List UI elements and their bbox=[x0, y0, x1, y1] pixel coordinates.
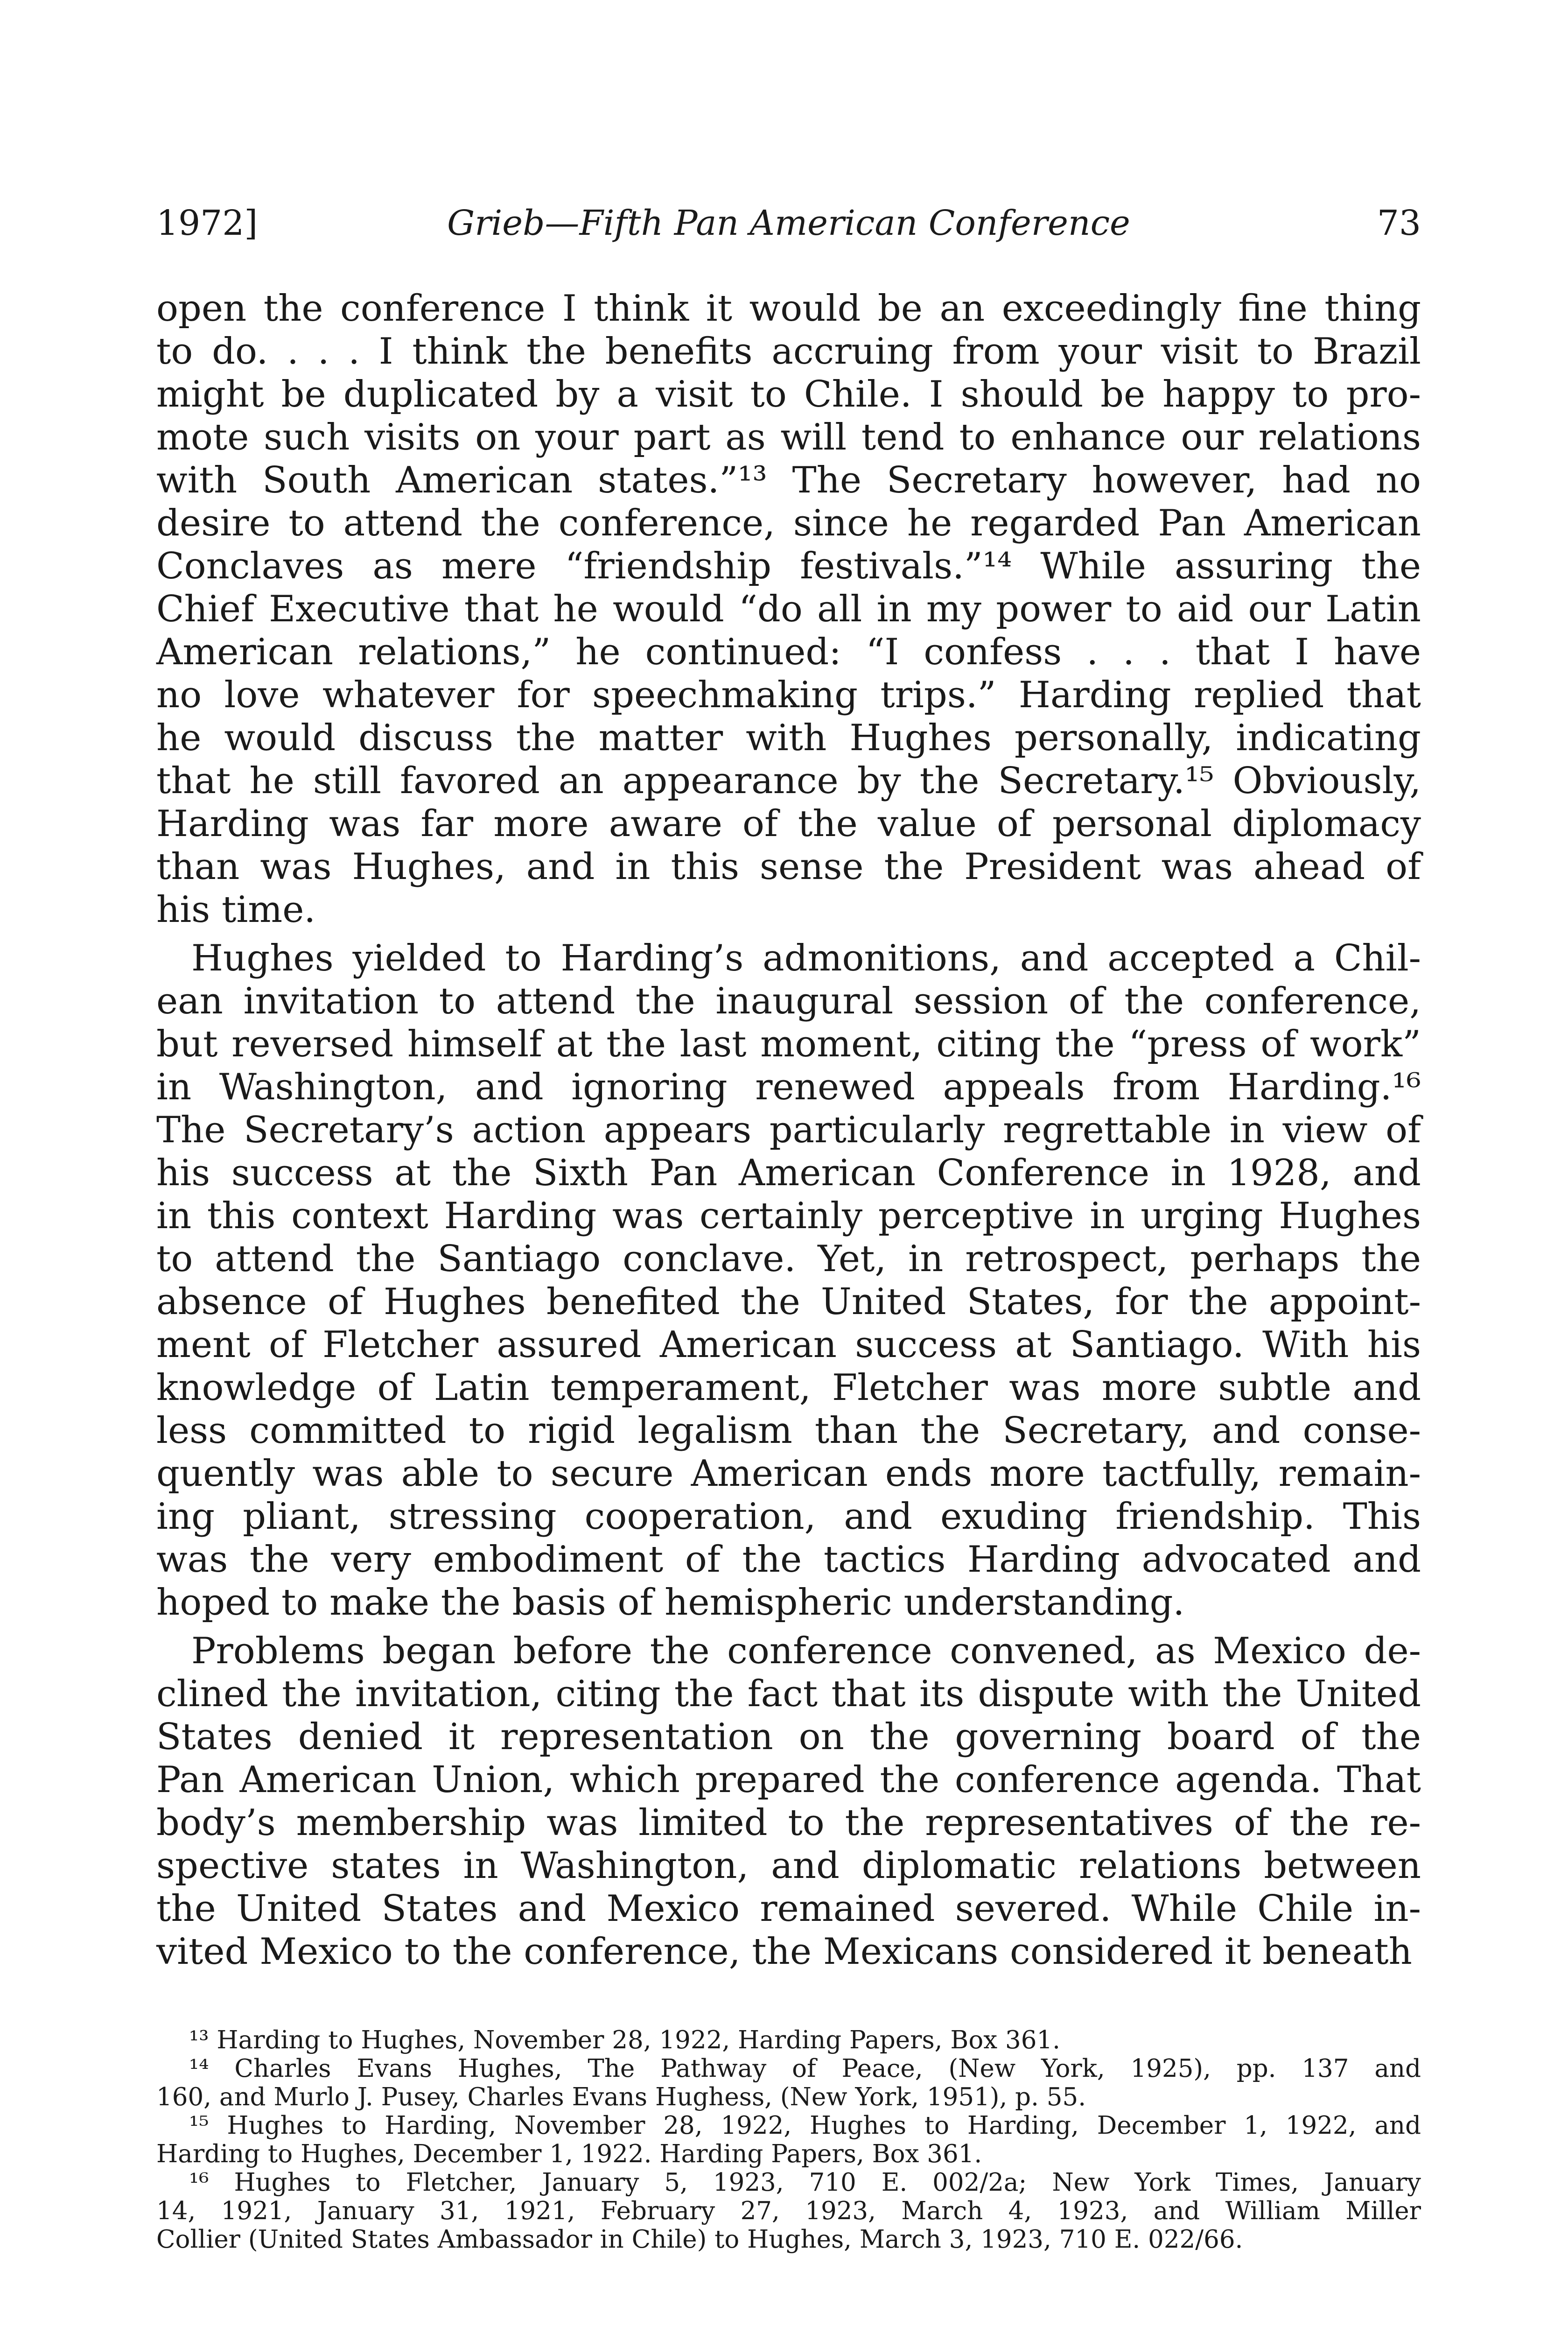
text-line: Pan American Union, which prepared the conference agenda. That bbox=[156, 1759, 1421, 1801]
text-line: open the conference I think it would be an exceedingly fine thing bbox=[156, 288, 1421, 330]
footnote bbox=[156, 2026, 1421, 2054]
text-line: than was Hughes, and in this sense the President was ahead of bbox=[156, 846, 1421, 888]
footnote bbox=[156, 2168, 1421, 2254]
text-line: ment of Fletcher assured American success at Santiago. With his bbox=[156, 1324, 1421, 1366]
text-line: with South American states.”¹³ The Secretary however, had no bbox=[156, 459, 1421, 501]
text-line: spective states in Washington, and diplomatic relations between bbox=[156, 1845, 1421, 1887]
text-line: his time. bbox=[156, 889, 316, 931]
paragraph bbox=[156, 287, 1421, 931]
text-line: was the very embodiment of the tactics Harding advocated and bbox=[156, 1539, 1421, 1581]
footnote-line: 160, and Murlo J. Pusey, Charles Evans Hughess, (New York, 1951), p. 55. bbox=[156, 2083, 1086, 2111]
header-year: 1972] bbox=[156, 203, 258, 243]
text-line: knowledge of Latin temperament, Fletcher was more subtle and bbox=[156, 1367, 1421, 1409]
text-line: might be duplicated by a visit to Chile. I should be happy to pro- bbox=[156, 373, 1421, 415]
running-header bbox=[156, 195, 1421, 251]
text-line: American relations,” he continued: “I confess . . . that I have bbox=[156, 631, 1421, 673]
header-title: Grieb—Fifth Pan American Conference bbox=[447, 203, 1130, 243]
text-line: hoped to make the basis of hemispheric understanding. bbox=[156, 1582, 1185, 1624]
footnote bbox=[156, 2111, 1421, 2168]
paragraph bbox=[156, 1630, 1421, 1973]
paragraph bbox=[156, 937, 1421, 1624]
text-line: the United States and Mexico remained severed. While Chile in- bbox=[156, 1888, 1421, 1930]
text-line: ing pliant, stressing cooperation, and exuding friendship. This bbox=[156, 1496, 1421, 1538]
footnote-line: ¹⁶ Hughes to Fletcher, January 5, 1923, 710 E. 002/2a; New York Times, January bbox=[189, 2168, 1421, 2197]
text-line: Conclaves as mere “friendship festivals.”¹⁴ While assuring the bbox=[156, 545, 1421, 587]
body-text bbox=[156, 287, 1421, 1979]
footnote-line: Harding to Hughes, December 1, 1922. Harding Papers, Box 361. bbox=[156, 2140, 982, 2168]
text-line: Hughes yielded to Harding’s admonitions, and accepted a Chil- bbox=[191, 937, 1421, 979]
footnote-line: 14, 1921, January 31, 1921, February 27, 1923, March 4, 1923, and William Miller bbox=[156, 2197, 1421, 2225]
text-line: absence of Hughes benefited the United States, for the appoint- bbox=[156, 1281, 1421, 1323]
page-number: 73 bbox=[1377, 203, 1421, 243]
text-line: Problems began before the conference convened, as Mexico de- bbox=[191, 1630, 1421, 1672]
text-line: States denied it representation on the governing board of the bbox=[156, 1716, 1421, 1758]
text-line: but reversed himself at the last moment, citing the “press of work” bbox=[156, 1023, 1421, 1065]
text-line: The Secretary’s action appears particularly regrettable in view of bbox=[156, 1109, 1421, 1151]
text-line: Chief Executive that he would “do all in my power to aid our Latin bbox=[156, 588, 1421, 630]
text-line: desire to attend the conference, since he regarded Pan American bbox=[156, 502, 1421, 544]
footnote-line: ¹⁵ Hughes to Harding, November 28, 1922, Hughes to Harding, December 1, 1922, and bbox=[189, 2111, 1421, 2140]
text-line: ean invitation to attend the inaugural session of the conference, bbox=[156, 980, 1421, 1022]
text-line: to do. . . . I think the benefits accruing from your visit to Brazil bbox=[156, 330, 1421, 373]
footnote bbox=[156, 2054, 1421, 2111]
text-line: less committed to rigid legalism than the Secretary, and conse- bbox=[156, 1410, 1421, 1452]
footnote-line: Collier (United States Ambassador in Chile) to Hughes, March 3, 1923, 710 E. 022/66. bbox=[156, 2225, 1243, 2254]
text-line: to attend the Santiago conclave. Yet, in retrospect, perhaps the bbox=[156, 1238, 1421, 1280]
text-line: no love whatever for speechmaking trips.” Harding replied that bbox=[156, 674, 1421, 716]
text-line: clined the invitation, citing the fact that its dispute with the United bbox=[156, 1673, 1421, 1715]
text-line: in Washington, and ignoring renewed appeals from Harding.¹⁶ bbox=[156, 1066, 1421, 1108]
text-line: vited Mexico to the conference, the Mexicans considered it beneath bbox=[156, 1931, 1412, 1973]
text-line: Harding was far more aware of the value of personal diplomacy bbox=[156, 803, 1421, 845]
text-line: that he still favored an appearance by the Secretary.¹⁵ Obviously, bbox=[156, 760, 1421, 802]
text-line: his success at the Sixth Pan American Conference in 1928, and bbox=[156, 1152, 1421, 1194]
text-line: quently was able to secure American ends more tactfully, remain- bbox=[156, 1453, 1421, 1495]
text-line: in this context Harding was certainly perceptive in urging Hughes bbox=[156, 1195, 1421, 1237]
text-line: body’s membership was limited to the representatives of the re- bbox=[156, 1802, 1421, 1844]
footnote-line: ¹⁴ Charles Evans Hughes, The Pathway of Peace, (New York, 1925), pp. 137 and bbox=[189, 2054, 1421, 2083]
text-line: mote such visits on your part as will tend to enhance our relations bbox=[156, 416, 1421, 458]
footnotes bbox=[156, 2026, 1421, 2254]
text-line: he would discuss the matter with Hughes personally, indicating bbox=[156, 717, 1421, 759]
footnote-line: ¹³ Harding to Hughes, November 28, 1922, Harding Papers, Box 361. bbox=[189, 2026, 1060, 2054]
